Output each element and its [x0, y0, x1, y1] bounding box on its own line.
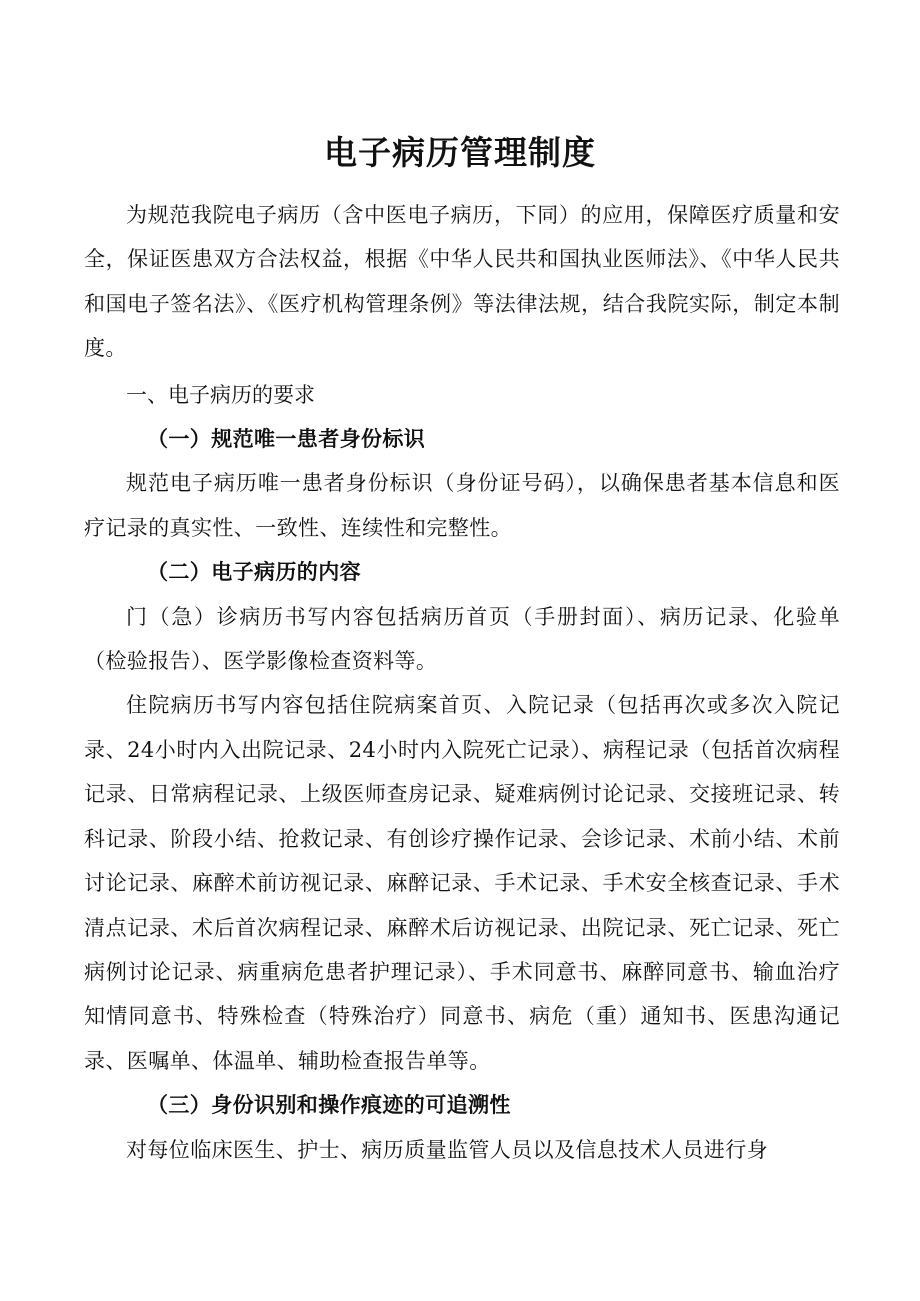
subsection-1-heading: （一）规范唯一患者身份标识 — [147, 426, 426, 452]
document-title: 电子病历管理制度 — [324, 133, 596, 172]
inpatient-content-paragraph: 住院病历书写内容包括住院病案首页、入院记录（包括再次或多次入院记录、24小时内入出院记录、24小时内入院死亡记录）、病程记录（包括首次病程记录、日常病程记录、上级医师查房记录、疑难病例讨论记录、交接班记录、转科记录、阶段小结、抢救记录、有创诊疗操作记录、会诊记录、术前小结、术前讨论记录、麻醉术前访视记录、麻醉记录、手术记录、手术安全核查记录、手术清点记录、术后首次病程记录、麻醉术后访视记录、出院记录、死亡记录、死亡病例讨论记录、病重病危患者护理记录）、手术同意书、麻醉同意书、输血治疗知情同意书、特殊检查（特殊治疗）同意书、病危（重）通知书、医患沟通记录、医嘱单、体温单、辅助检查报告单等。 — [84, 693, 840, 1073]
section-1-heading: 一、电子病历的要求 — [126, 382, 315, 407]
subsection-3-paragraph: 对每位临床医生、护士、病历质量监管人员以及信息技术人员进行身 — [126, 1137, 768, 1162]
subsection-2-heading: （二）电子病历的内容 — [147, 559, 361, 585]
subsection-1-paragraph: 规范电子病历唯一患者身份标识（身份证号码），以确保患者基本信息和医疗记录的真实性、一致性、连续性和完整性。 — [84, 471, 840, 540]
intro-paragraph: 为规范我院电子病历（含中医电子病历，下同）的应用，保障医疗质量和安全，保证医患双方合法权益，根据《中华人民共和国执业医师法》、《中华人民共和国电子签名法》、《医疗机构管理条例》等法律法规，结合我院实际，制定本制度。 — [84, 203, 840, 361]
subsection-3-heading: （三）身份识别和操作痕迹的可追溯性 — [147, 1092, 511, 1118]
outpatient-content-paragraph: 门（急）诊病历书写内容包括病历首页（手册封面）、病历记录、化验单（检验报告）、医学影像检查资料等。 — [84, 604, 840, 674]
document-body — [84, 193, 840, 1172]
